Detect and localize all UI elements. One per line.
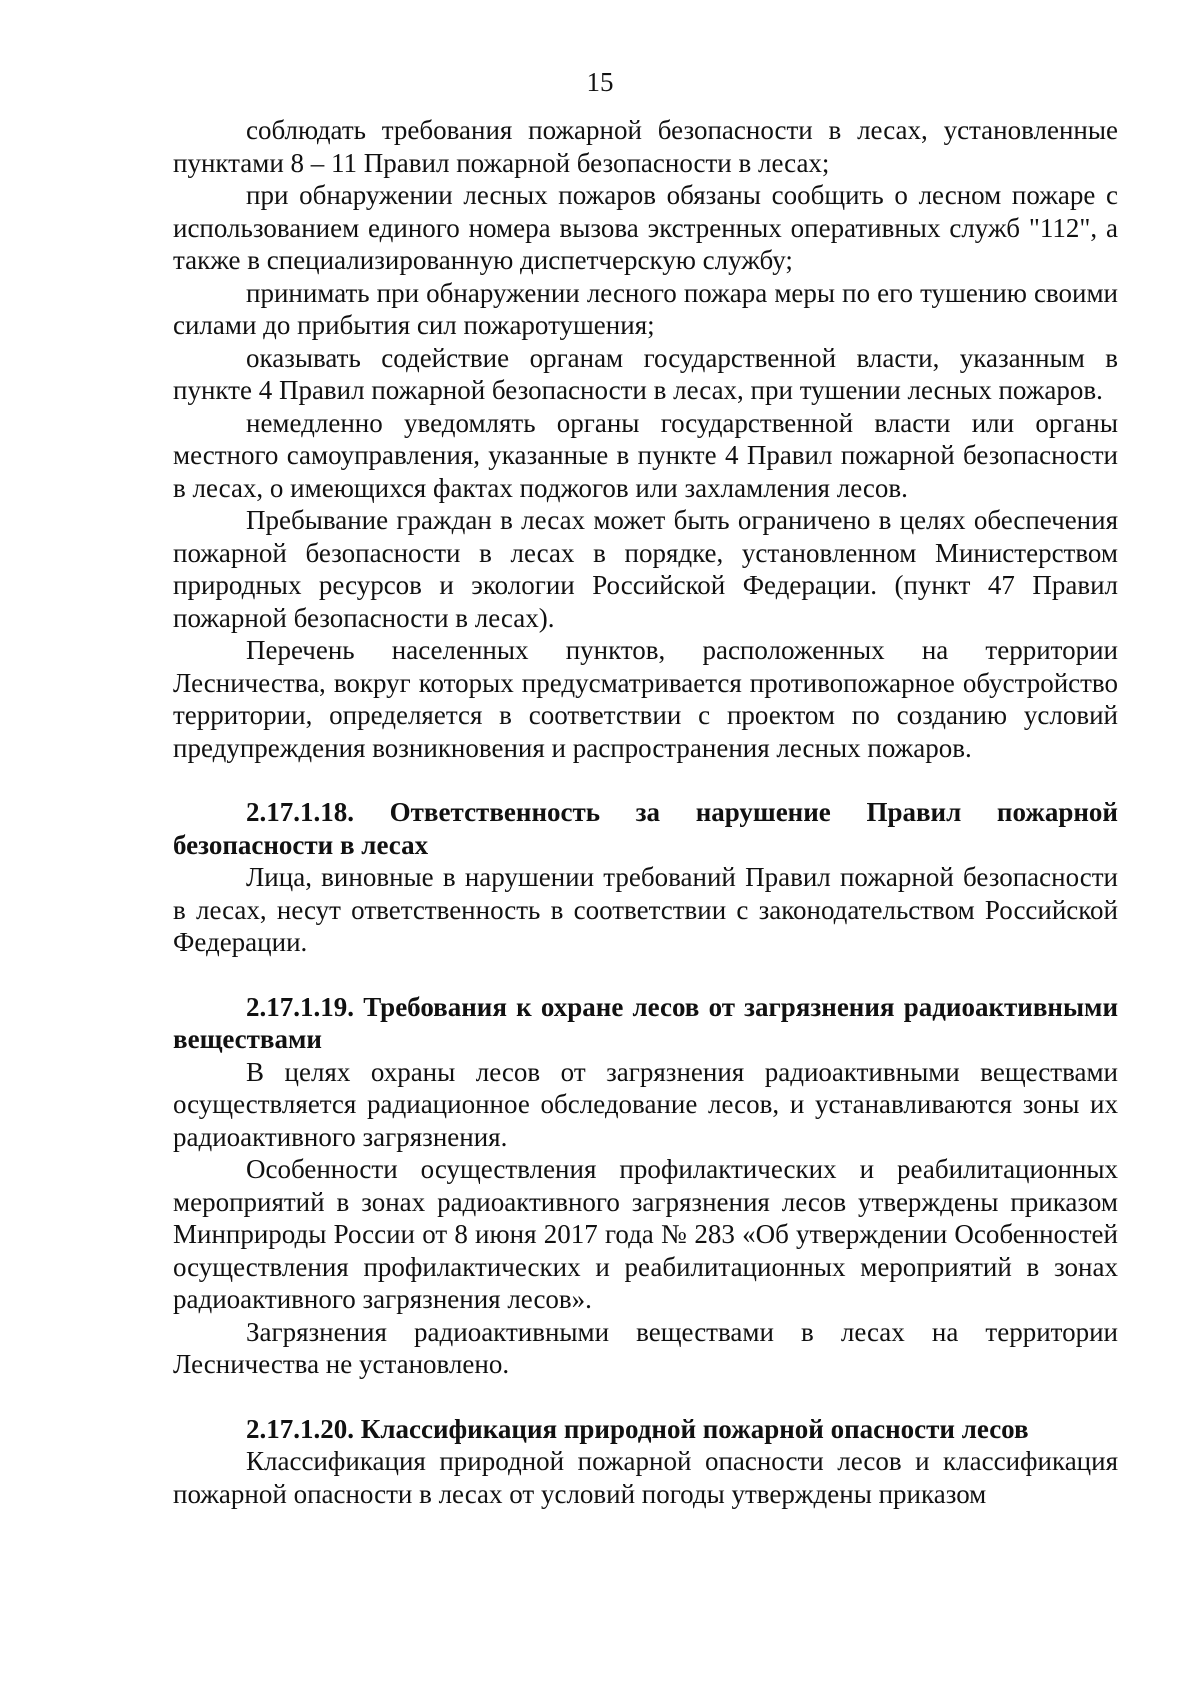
paragraph: Классификация природной пожарной опасности лесов и классификация пожарной опасности в лесах от условий погоды утверждены приказом bbox=[173, 1446, 1118, 1509]
paragraph: Лица, виновные в нарушении требований Правил пожарной безопасности в лесах, несут ответственность в соответствии с законодательством Российской Федерации. bbox=[173, 862, 1118, 957]
section-2-17-1-18 bbox=[173, 796, 1118, 959]
paragraph: В целях охраны лесов от загрязнения радиоактивными веществами осуществляется радиационное обследование лесов, и устанавливаются зоны их радиоактивного загрязнения. bbox=[173, 1056, 1118, 1152]
section-2-17-1-19 bbox=[173, 991, 1118, 1381]
paragraph: принимать при обнаружении лесного пожара меры по его тушению своими силами до прибытия сил пожаротушения; bbox=[173, 277, 1118, 340]
paragraph: при обнаружении лесных пожаров обязаны сообщить о лесном пожаре с использованием единого номера вызова экстренных оперативных служб "112", а также в специализированную диспетчерскую службу; bbox=[173, 180, 1118, 275]
page-content bbox=[173, 114, 1118, 1510]
section-heading: 2.17.1.20. Классификация природной пожарной опасности лесов bbox=[246, 1413, 1029, 1444]
paragraph: Загрязнения радиоактивными веществами в лесах на территории Лесничества не установлено. bbox=[173, 1316, 1118, 1379]
section-2-17-1-20 bbox=[173, 1413, 1118, 1511]
paragraph: немедленно уведомлять органы государственной власти или органы местного самоуправления, указанные в пункте 4 Правил пожарной безопасности в лесах, о имеющихся фактах поджогов или захламления лесов. bbox=[173, 407, 1118, 503]
paragraph: соблюдать требования пожарной безопасности в лесах, установленные пунктами 8 – 11 Правил пожарной безопасности в лесах; bbox=[173, 115, 1118, 178]
section-heading: 2.17.1.19. Требования к охране лесов от загрязнения радиоактивными веществами bbox=[173, 991, 1118, 1054]
paragraph: Пребывание граждан в лесах может быть ограничено в целях обеспечения пожарной безопасности в лесах в порядке, установленном Министерством природных ресурсов и экологии Российской Федерации. (пункт 47 Правил пожарной безопасности в лесах). bbox=[173, 505, 1118, 633]
page-number: 15 bbox=[586, 67, 614, 97]
paragraph: оказывать содействие органам государственной власти, указанным в пункте 4 Правил пожарной безопасности в лесах, при тушении лесных пожаров. bbox=[173, 342, 1118, 405]
paragraph: Особенности осуществления профилактических и реабилитационных мероприятий в зонах радиоактивного загрязнения лесов утверждены приказом Минприроды России от 8 июня 2017 года № 283 «Об утверждении Особенностей осуществления профилактических и реабилитационных мероприятий в зонах радиоактивного загрязнения лесов». bbox=[173, 1154, 1118, 1314]
section-heading: 2.17.1.18. Ответственность за нарушение Правил пожарной безопасности в лесах bbox=[173, 797, 1118, 860]
paragraph: Перечень населенных пунктов, расположенных на территории Лесничества, вокруг которых предусматривается противопожарное обустройство территории, определяется в соответствии с проектом по созданию условий предупреждения возникновения и распространения лесных пожаров. bbox=[173, 635, 1118, 763]
